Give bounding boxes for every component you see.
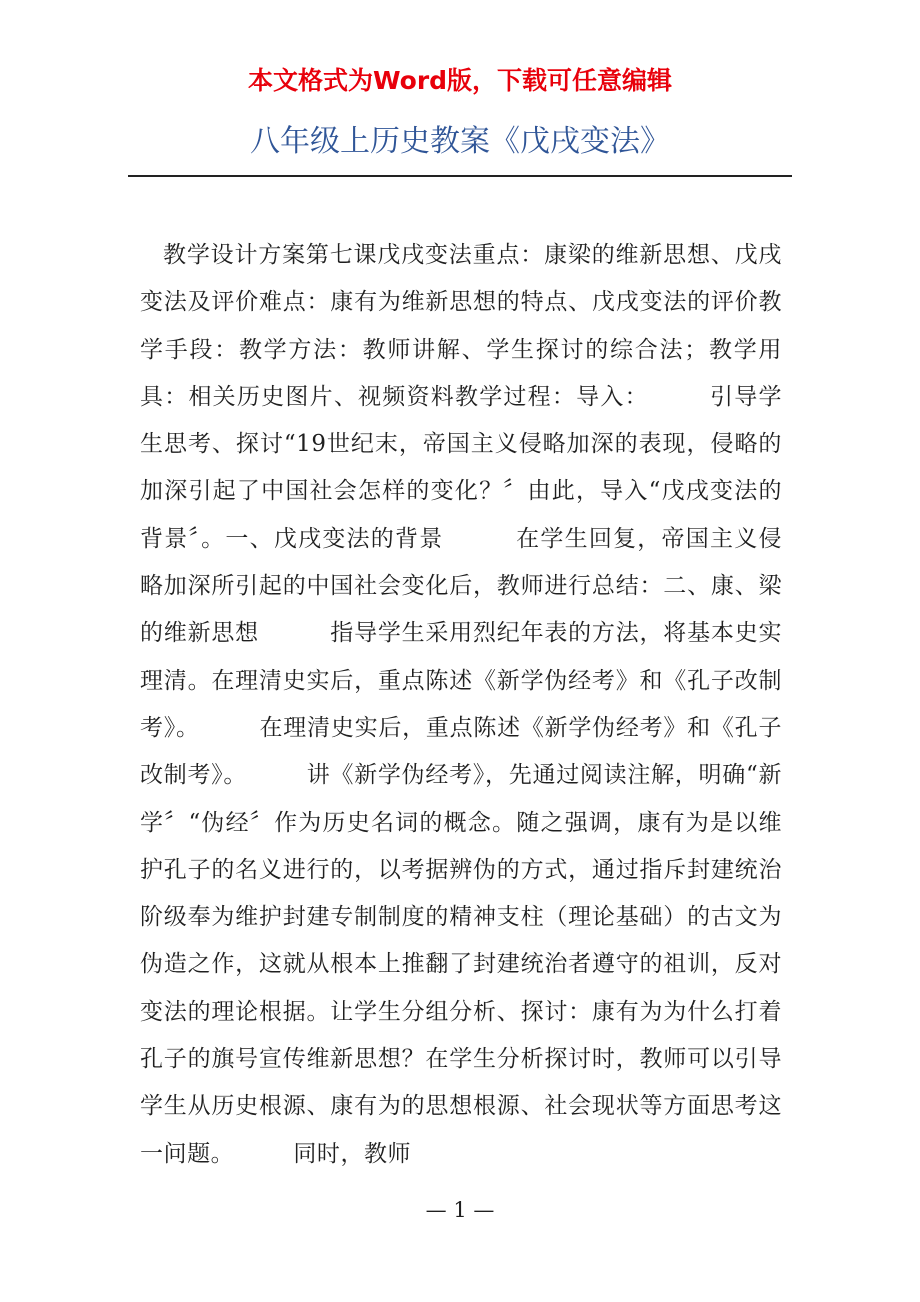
page-number: — 1 — xyxy=(425,1198,495,1222)
document-title: 八年级上历史教案《戊戌变法》 xyxy=(250,124,670,159)
title-divider xyxy=(128,175,792,177)
body-paragraph: 教学设计方案第七课戊戌变法重点：康梁的维新思想、戊戌变法及评价难点：康有为维新思想的特点、戊戌变法的评价教学手段：教学方法：教师讲解、学生探讨的综合法；教学用具：相关历史图片、视频资料教学过程：导入： 引导学生思考、探讨“19世纪末，帝国主义侵略加深的表现，侵略的加深引起了中国社会怎样的变化？〞由此，导入“戊戌变法的背景〞。一、戊戌变法的背景 在学生回复，帝国主义侵略加深所引起的中国社会变化后，教师进行总结：二、康、梁的维新思想 指导学生采用烈纪年表的方法，将基本史实理清。在理清史实后，重点陈述《新学伪经考》和《孔子改制考》。 在理清史实后，重点陈述《新学伪经考》和《孔子改制考》。 讲《新学伪经考》，先通过阅读注解，明确“新学〞“伪经〞作为历史名词的概念。随之强调，康有为是以维护孔子的名义进行的，以考据辨伪的方式，通过指斥封建统治阶级奉为维护封建专制制度的精神支柱（理论基础）的古文为伪造之作，这就从根本上推翻了封建统治者遵守的祖训，反对变法的理论根据。让学生分组分析、探讨：康有为为什么打着孔子的旗号宣传维新思想？在学生分析探讨时，教师可以引导学生从历史根源、康有为的思想根源、社会现状等方面思考这一问题。 同时，教师 xyxy=(140,242,782,1167)
download-banner: 本文格式为Word版，下载可任意编辑 xyxy=(247,66,673,95)
